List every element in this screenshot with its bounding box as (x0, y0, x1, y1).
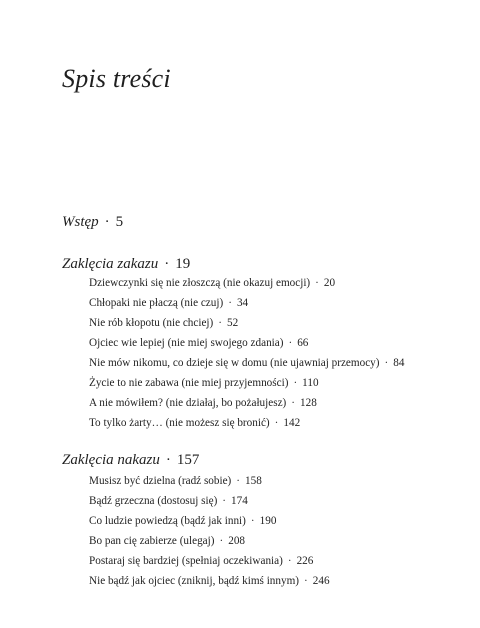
toc-entry[interactable] (89, 397, 317, 409)
toc-entry[interactable] (89, 277, 335, 289)
toc-entry-page: 128 (300, 397, 317, 409)
toc-entry-page: 34 (236, 297, 249, 309)
toc-entry-page: 66 (297, 337, 309, 349)
toc-entry-label: Dziewczynki się nie złoszczą (nie okazuj emocji) (89, 277, 311, 289)
separator-dot: · (165, 452, 171, 468)
toc-entry-label: Nie rób kłopotu (nie chciej) (89, 317, 214, 329)
toc-entry-label: Chłopaki nie płaczą (nie czuj) (89, 297, 224, 309)
toc-entry-page: 110 (302, 377, 319, 389)
separator-dot: · (250, 515, 255, 527)
toc-entry[interactable] (89, 575, 330, 587)
toc-entry[interactable] (89, 535, 245, 547)
toc-section-page: 19 (175, 256, 191, 272)
separator-dot: · (236, 475, 241, 487)
toc-section-zakazu[interactable] (62, 256, 190, 273)
toc-entry-label: A nie mówiłem? (nie działaj, bo pożałujesz) (89, 397, 287, 409)
toc-entry-page: 246 (312, 575, 330, 587)
toc-entry-page: 142 (283, 417, 301, 429)
separator-dot: · (315, 277, 319, 289)
toc-entry-label: Postaraj się bardziej (spełniaj oczekiwania) (89, 555, 283, 567)
toc-entry-label: Nie mów nikomu, co dzieje się w domu (nie ujawniaj przemocy) (89, 357, 380, 369)
separator-dot: · (274, 417, 279, 429)
toc-entry-page: 52 (227, 317, 239, 329)
toc-entry[interactable] (89, 297, 248, 309)
toc-entry[interactable] (89, 515, 276, 527)
separator-dot: · (228, 297, 232, 309)
separator-dot: · (288, 337, 293, 349)
toc-intro[interactable] (62, 214, 123, 231)
toc-section-page: 157 (176, 452, 200, 468)
separator-dot: · (287, 555, 292, 567)
toc-entry[interactable] (89, 337, 308, 349)
toc-section-label: Zaklęcia nakazu (62, 452, 160, 468)
separator-dot: · (304, 575, 308, 587)
toc-entry-label: To tylko żarty… (nie możesz się bronić) (89, 417, 270, 429)
toc-entry[interactable] (89, 495, 248, 507)
separator-dot: · (293, 377, 298, 389)
separator-dot: · (291, 397, 296, 409)
toc-entry-page: 174 (231, 495, 248, 507)
toc-entry-label: Bądź grzeczna (dostosuj się) (89, 495, 218, 507)
separator-dot: · (219, 535, 224, 547)
separator-dot: · (164, 256, 170, 272)
toc-entry[interactable] (89, 357, 404, 369)
toc-entry[interactable] (89, 377, 319, 389)
toc-entry-page: 84 (393, 357, 405, 369)
toc-entry-page: 20 (323, 277, 336, 289)
page-title: Spis treści (62, 64, 171, 93)
toc-entry[interactable] (89, 317, 238, 329)
toc-entry[interactable] (89, 475, 262, 487)
toc-section-nakazu[interactable] (62, 452, 199, 469)
toc-entry-page: 208 (228, 535, 245, 547)
toc-entry-page: 226 (296, 555, 314, 567)
toc-intro-page: 5 (115, 214, 124, 230)
toc-entry-label: Bo pan cię zabierze (ulegaj) (89, 535, 215, 547)
toc-entry-page: 158 (245, 475, 262, 487)
toc-entry-page: 190 (259, 515, 277, 527)
toc-section-label: Zaklęcia zakazu (62, 256, 159, 272)
separator-dot: · (104, 214, 110, 230)
toc-entry[interactable] (89, 417, 300, 429)
toc-entry-label: Ojciec wie lepiej (nie miej swojego zdania) (89, 337, 284, 349)
toc-entry-label: Nie bądź jak ojciec (zniknij, bądź kimś innym) (89, 575, 300, 587)
separator-dot: · (222, 495, 227, 507)
separator-dot: · (384, 357, 389, 369)
separator-dot: · (218, 317, 222, 329)
toc-intro-label: Wstęp (62, 214, 99, 230)
toc-entry-label: Życie to nie zabawa (nie miej przyjemności) (89, 377, 289, 389)
toc-entry-label: Musisz być dzielna (radź sobie) (89, 475, 232, 487)
toc-entry-label: Co ludzie powiedzą (bądź jak inni) (89, 515, 246, 527)
toc-entry[interactable] (89, 555, 313, 567)
